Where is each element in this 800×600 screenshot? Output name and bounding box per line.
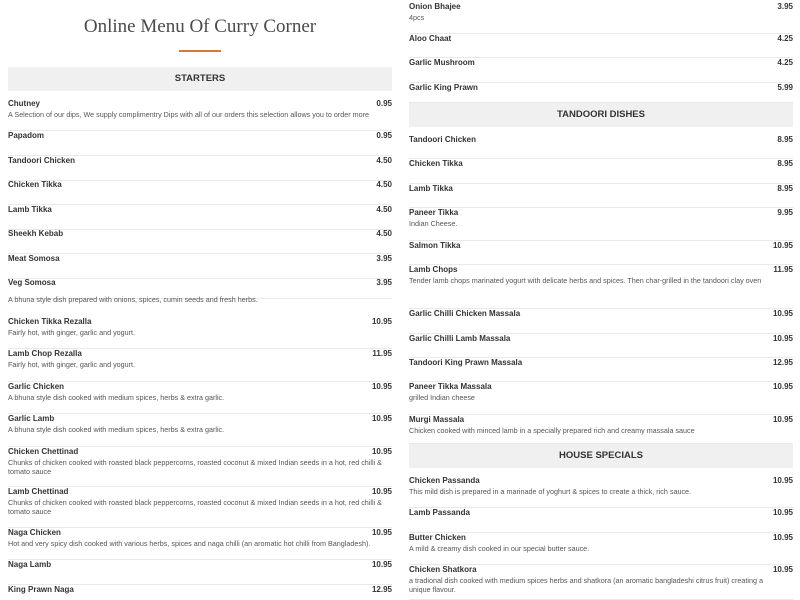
menu-item-name: Naga Chicken — [8, 528, 61, 537]
menu-item[interactable] — [409, 309, 793, 334]
menu-item-description: a tradional dish cooked with medium spices herbs and shatkora (an aromatic bangladeshi citrus fruit) creating a unique flavour. — [409, 576, 763, 594]
menu-item-price: 10.95 — [772, 533, 793, 542]
menu-item-price: 10.95 — [772, 334, 793, 343]
menu-item[interactable] — [409, 34, 793, 58]
menu-item[interactable] — [8, 585, 392, 600]
menu-item[interactable] — [8, 156, 392, 181]
menu-item-price: 10.95 — [371, 487, 392, 496]
menu-item-name: Salmon Tikka — [409, 241, 461, 250]
menu-item[interactable] — [409, 135, 793, 159]
menu-item-price: 11.95 — [773, 265, 793, 274]
menu-item[interactable] — [8, 254, 392, 279]
menu-item[interactable] — [409, 83, 793, 103]
menu-item-name: Garlic Chilli Lamb Massala — [409, 334, 511, 343]
menu-item-name: Lamb Chop Rezalla — [8, 349, 82, 358]
menu-item-price: 4.50 — [376, 205, 392, 214]
menu-item-price: 8.95 — [777, 135, 793, 144]
menu-item-name: Garlic Chicken — [8, 382, 65, 391]
menu-item-price: 9.95 — [777, 208, 793, 217]
menu-item[interactable] — [8, 560, 392, 585]
menu-item-price: 10.95 — [772, 508, 793, 517]
menu-item-price: 4.25 — [777, 58, 793, 67]
menu-item-price: 10.95 — [371, 528, 392, 537]
menu-item-name: Meat Somosa — [8, 254, 60, 263]
menu-item[interactable] — [409, 415, 793, 444]
menu-item-description: Chunks of chicken cooked with roasted black peppercorns, roasted coconut & mixed Indian seeds in a hot, red chilli & tomato sauce — [8, 498, 382, 516]
menu-item-price: 4.25 — [777, 34, 793, 43]
menu-item[interactable] — [409, 382, 793, 415]
menu-item-name: Chutney — [8, 99, 40, 108]
menu-item[interactable] — [8, 229, 392, 254]
menu-item-name: Veg Somosa — [8, 278, 56, 287]
menu-item-name: Garlic Mushroom — [409, 58, 475, 67]
menu-item-description: 4pcs — [409, 13, 425, 22]
partial-item-description: A bhuna style dish prepared with onions, spices, cumin seeds and fresh herbs. — [8, 295, 258, 304]
menu-item-price: 8.95 — [777, 184, 793, 193]
menu-item[interactable] — [8, 205, 392, 230]
menu-item-description: Hot and very spicy dish cooked with various herbs, spices and naga chilli (an aromatic hot chilli from Bangladesh). — [8, 539, 371, 548]
menu-item-price: 10.95 — [371, 414, 392, 423]
menu-item-name: Paneer Tikka — [409, 208, 459, 217]
menu-item-price: 10.95 — [772, 241, 793, 250]
menu-item-price: 11.95 — [372, 349, 392, 358]
menu-column-left — [8, 0, 392, 600]
menu-item[interactable] — [409, 265, 793, 309]
menu-item-name: King Prawn Naga — [8, 585, 74, 594]
menu-item-name: Aloo Chaat — [409, 34, 452, 43]
menu-item-name: Garlic King Prawn — [409, 83, 478, 92]
menu-item[interactable] — [409, 58, 793, 83]
menu-item-price: 4.50 — [376, 229, 392, 238]
menu-item-name: Garlic Lamb — [8, 414, 55, 423]
menu-item-price: 3.95 — [376, 254, 392, 263]
menu-item-price: 4.50 — [376, 156, 392, 165]
menu-item[interactable] — [409, 476, 793, 508]
menu-item-price: 3.95 — [777, 2, 793, 11]
menu-item[interactable] — [8, 414, 392, 447]
menu-item[interactable] — [8, 487, 392, 528]
menu-item-name: Lamb Chops — [409, 265, 458, 274]
menu-item[interactable] — [8, 180, 392, 205]
menu-item-price: 5.99 — [777, 83, 793, 92]
menu-item-price: 10.95 — [772, 415, 793, 424]
menu-item[interactable] — [8, 99, 392, 131]
menu-item-name: Lamb Tikka — [8, 205, 52, 214]
menu-item[interactable] — [8, 349, 392, 382]
menu-item-price: 10.95 — [371, 560, 392, 569]
menu-item-price: 10.95 — [371, 317, 392, 326]
menu-item-description: Chicken cooked with minced lamb in a specially prepared rich and creamy massala sauce — [409, 426, 695, 435]
menu-item[interactable] — [8, 528, 392, 560]
category-heading-starters: STARTERS — [8, 67, 392, 91]
menu-item[interactable] — [409, 334, 793, 358]
menu-item-price: 10.95 — [772, 382, 793, 391]
menu-item-name: Lamb Chettinad — [8, 487, 69, 496]
menu-item-name: Naga Lamb — [8, 560, 52, 569]
menu-item[interactable] — [409, 358, 793, 382]
menu-item-description: A bhuna style dish cooked with medium spices, herbs & extra garlic. — [8, 393, 225, 402]
menu-item-name: Chicken Tikka Rezalla — [8, 317, 92, 326]
menu-item[interactable] — [8, 382, 392, 414]
menu-item-name: Tandoori Chicken — [8, 156, 75, 165]
category-heading-house-specials: HOUSE SPECIALS — [409, 444, 793, 468]
menu-item-price: 10.95 — [371, 447, 392, 456]
menu-item-price: 10.95 — [371, 382, 392, 391]
menu-item[interactable] — [409, 241, 793, 265]
menu-item-price: 12.95 — [371, 585, 392, 594]
menu-item-description: A mild & creamy dish cooked in our special butter sauce. — [409, 544, 590, 553]
menu-item[interactable] — [8, 447, 392, 487]
menu-item-price: 12.95 — [772, 358, 793, 367]
menu-item-name: Lamb Passanda — [409, 508, 470, 517]
menu-item-description: Fairly hot, with ginger, garlic and yogurt. — [8, 360, 136, 369]
menu-item-name: Sheekh Kebab — [8, 229, 64, 238]
menu-item[interactable] — [409, 184, 793, 208]
menu-item-name: Papadom — [8, 131, 45, 140]
menu-item-name: Paneer Tikka Massala — [409, 382, 492, 391]
menu-item-description: Fairly hot, with ginger, garlic and yogurt. — [8, 328, 136, 337]
page-title: Online Menu Of Curry Corner — [83, 16, 317, 37]
menu-item-name: Chicken Passanda — [409, 476, 480, 485]
menu-item-description: Chunks of chicken cooked with roasted black peppercorns, roasted coconut & mixed Indian seeds in a hot, red chilli & tomato sauce — [8, 458, 382, 476]
menu-item-description: A bhuna style dish cooked with medium spices, herbs & extra garlic. — [8, 425, 225, 434]
menu-item-name: Chicken Shatkora — [409, 565, 477, 574]
menu-item-price: 10.95 — [772, 565, 793, 574]
menu-item[interactable] — [409, 208, 793, 241]
menu-column-right — [409, 0, 793, 600]
menu-item-price: 0.95 — [376, 131, 392, 140]
menu-item-description: Tender lamb chops marinated yogurt with delicate herbs and spices. Then char-grilled in the tandoori clay oven — [409, 276, 762, 285]
category-heading-tandoori: TANDOORI DISHES — [409, 103, 793, 127]
menu-item-price: 10.95 — [772, 476, 793, 485]
menu-item-name: Murgi Massala — [409, 415, 465, 424]
menu-item[interactable] — [409, 508, 793, 533]
menu-item-name: Chicken Chettinad — [8, 447, 79, 456]
menu-item-price: 0.95 — [376, 99, 392, 108]
menu-item-price: 4.50 — [376, 180, 392, 189]
menu-item[interactable] — [409, 565, 793, 600]
menu-item-name: Tandoori Chicken — [409, 135, 476, 144]
menu-item-name: Chicken Tikka — [409, 159, 463, 168]
menu-item[interactable] — [409, 533, 793, 565]
menu-item-description: Indian Cheese. — [409, 219, 458, 228]
menu-item-price: 3.95 — [376, 278, 392, 287]
menu-item[interactable] — [409, 2, 793, 34]
menu-item-name: Lamb Tikka — [409, 184, 453, 193]
menu-item-price: 8.95 — [777, 159, 793, 168]
menu-item[interactable] — [409, 159, 793, 184]
menu-item-name: Chicken Tikka — [8, 180, 62, 189]
menu-item-description: This mild dish is prepared in a marinade of yoghurt & spices to create a thick, rich sauce. — [409, 487, 692, 496]
menu-item-name: Onion Bhajee — [409, 2, 461, 11]
menu-item[interactable] — [8, 317, 392, 349]
menu-item-description: grilled Indian cheese — [409, 393, 475, 402]
menu-item-description: A Selection of our dips, We supply complimentry Dips with all of our orders this selection allows you to order more — [8, 110, 369, 119]
menu-item-name: Garlic Chilli Chicken Massala — [409, 309, 521, 318]
menu-item-name: Tandoori King Prawn Massala — [409, 358, 523, 367]
menu-item-name: Butter Chicken — [409, 533, 466, 542]
menu-item-price: 10.95 — [772, 309, 793, 318]
menu-item[interactable] — [8, 131, 392, 156]
title-underline — [179, 50, 221, 52]
